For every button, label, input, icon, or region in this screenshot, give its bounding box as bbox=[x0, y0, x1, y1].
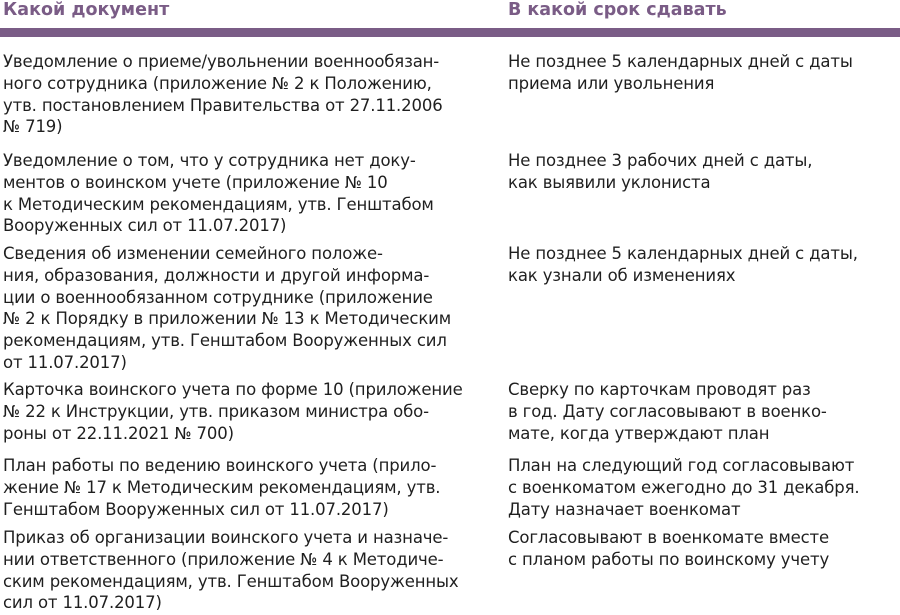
deadline-cell: Не позднее 3 рабочих дней с даты, как выявили уклониста bbox=[508, 151, 813, 192]
deadline-cell: Не позднее 5 календарных дней с даты приема или увольнения bbox=[508, 52, 853, 93]
document-cell: Карточка воинского учета по форме 10 (приложение № 22 к Инструкции, утв. приказом министра обо- роны от 22.11.2021 № 700) bbox=[3, 380, 463, 443]
deadline-cell: План на следующий год согласовывают с военкоматом ежегодно до 31 декабря. Дату назначает военкомат bbox=[508, 456, 860, 519]
table-row bbox=[0, 51, 900, 150]
document-cell: Сведения об изменении семейного положе- ния, образования, должности и другой информа- ции о военнообязанном сотруднике (приложение № 2 к Порядку в приложении № 13 к Методическим рекомендациям, утв. Генштабом Вооруженных сил от 11.07.2017) bbox=[3, 244, 452, 372]
header-deadline: В какой срок сдавать bbox=[508, 0, 727, 20]
header-document: Какой документ bbox=[3, 0, 170, 20]
document-cell: План работы по ведению воинского учета (прило- жение № 17 к Методическим рекомендациям, утв. Генштабом Вооруженных сил от 11.07.2017) bbox=[3, 456, 441, 519]
header-divider bbox=[0, 28, 900, 37]
table-row bbox=[0, 243, 900, 379]
table-row bbox=[0, 150, 900, 243]
table-row bbox=[0, 379, 900, 455]
document-cell: Приказ об организации воинского учета и назначе- нии ответственного (приложение № 4 к Методиче- ским рекомендациям, утв. Генштабом Вооруженных сил от 11.07.2017) bbox=[3, 528, 459, 613]
table-header bbox=[0, 0, 900, 25]
table-row bbox=[0, 527, 900, 615]
deadline-cell: Сверку по карточкам проводят раз в год. Дату согласовывают в военко- мате, когда утверждают план bbox=[508, 380, 827, 443]
document-cell: Уведомление о том, что у сотрудника нет доку- ментов о воинском учете (приложение № 10 к Методическим рекомендациям, утв. Генштабом Вооруженных сил от 11.07.2017) bbox=[3, 151, 434, 236]
table-body bbox=[0, 51, 900, 615]
table-row bbox=[0, 455, 900, 527]
deadline-cell: Не позднее 5 календарных дней с даты, как узнали об изменениях bbox=[508, 244, 858, 285]
document-cell: Уведомление о приеме/увольнении военнообязан- ного сотрудника (приложение № 2 к Положению, утв. постановлением Правительства от 27.11.2006 № 719) bbox=[3, 52, 443, 137]
deadline-cell: Согласовывают в военкомате вместе с планом работы по воинскому учету bbox=[508, 528, 830, 569]
